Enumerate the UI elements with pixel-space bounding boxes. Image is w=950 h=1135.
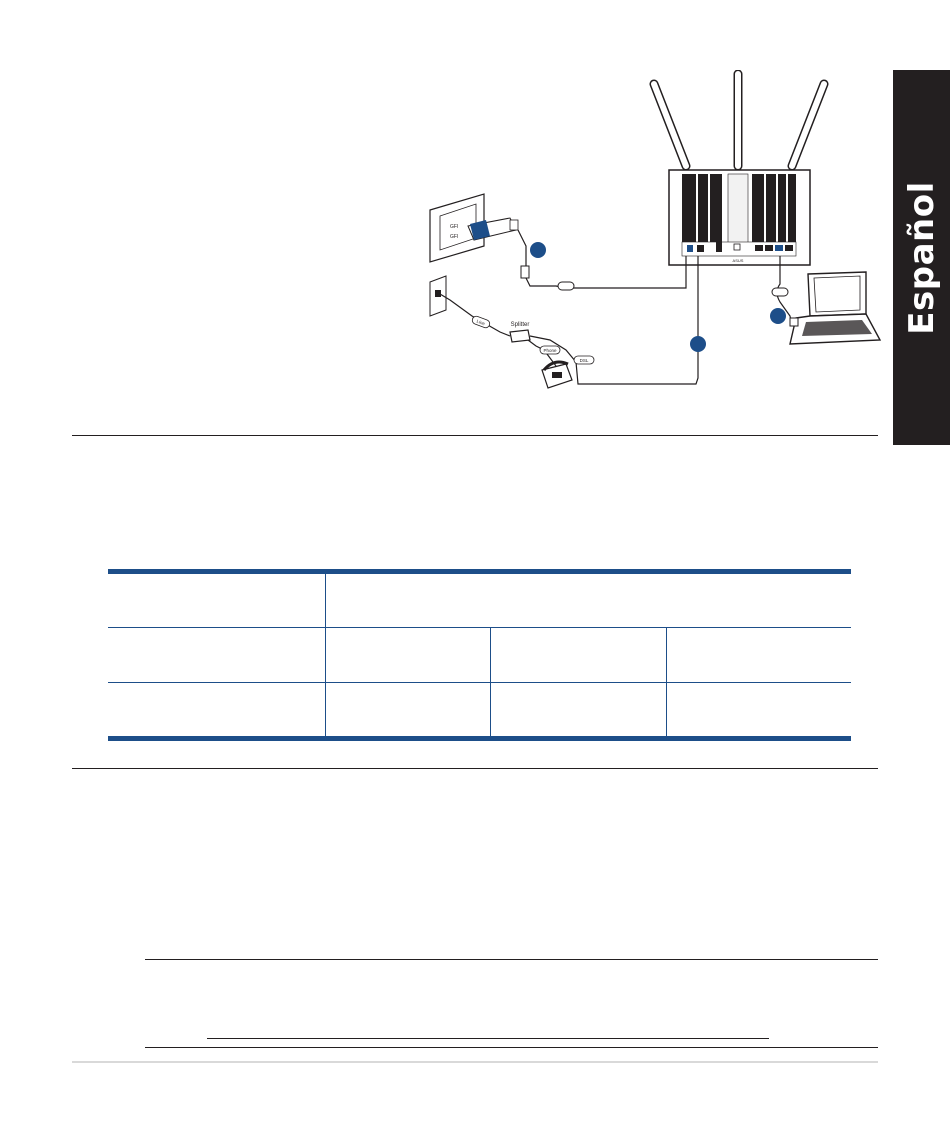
footer-rule [72,1061,878,1063]
setup-diagram [410,70,890,410]
phone-label: Phone [543,348,557,353]
table-cell [666,628,851,683]
router-antenna-right [792,84,824,166]
spec-table-grid [108,574,851,736]
laptop-icon [790,272,880,344]
language-tab [893,70,950,445]
splitter-label: Splitter [510,322,530,328]
router-back-panel [669,170,810,265]
note-bottom-rule [145,1047,878,1048]
step-marker-2 [690,336,706,352]
dsl-label: DSL [579,358,589,363]
table-cell [108,574,325,628]
table-row [108,574,851,628]
table-cell [325,574,851,628]
note-link-underline[interactable] [207,1038,769,1039]
step-marker-3 [770,308,786,324]
phone-tag [540,346,560,354]
line-tag [471,315,491,329]
language-tab-label: Español [901,180,942,335]
section-divider-top [72,435,878,436]
section-divider-bottom [72,768,878,769]
table-cell [108,683,325,737]
dsl-tag [574,356,594,364]
table-cell [325,683,490,737]
table-cell [490,628,666,683]
line-cable [440,294,510,336]
table-row [108,683,851,737]
table-cell [108,628,325,683]
spec-table [108,569,851,741]
note-top-rule [145,959,878,960]
table-cell [325,628,490,683]
table-cell [666,683,851,737]
step-marker-1 [530,242,546,258]
outlet-label-bottom: GFI [450,234,459,240]
telephone-icon [542,362,572,388]
outlet-label-top: GFI [450,224,459,230]
router-brand-label: ASUS [732,258,744,263]
power-cable [518,230,686,288]
line-label: Line [475,318,486,327]
splitter [510,322,530,342]
table-cell [490,683,666,737]
router-antenna-left [654,84,686,166]
table-bottom-border [108,736,851,741]
table-row [108,628,851,683]
